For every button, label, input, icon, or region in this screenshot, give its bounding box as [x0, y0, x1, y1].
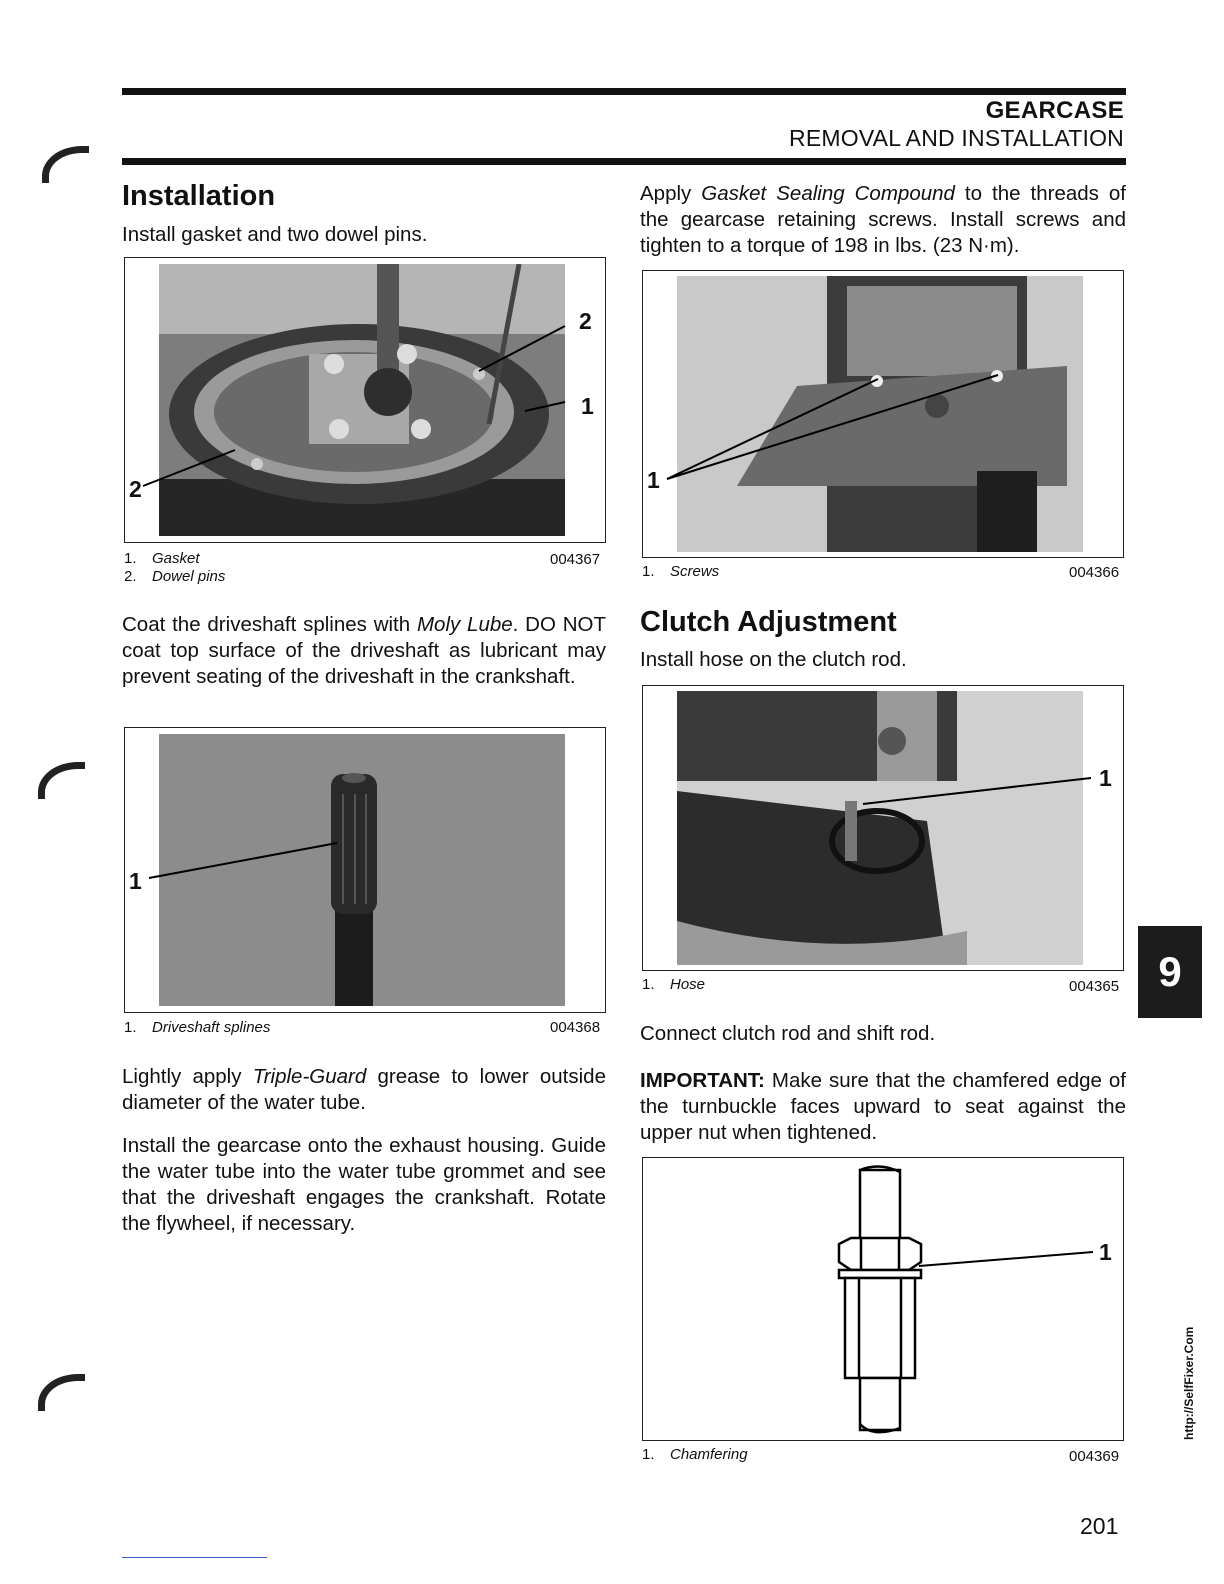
paragraph-connect-rods: Connect clutch rod and shift rod.	[640, 1022, 936, 1045]
punch-mark	[42, 146, 89, 183]
gasket-leader-lines	[125, 258, 605, 542]
figure-driveshaft	[124, 727, 606, 1013]
installation-heading: Installation	[122, 180, 276, 212]
callout-1: 1	[581, 393, 594, 419]
caption-chamfering: 1. Chamfering	[642, 1446, 748, 1463]
callout-1: 1	[1099, 1239, 1112, 1265]
header-rule-top	[122, 88, 1126, 95]
side-watermark-url: http://SelfFixer.Com	[1182, 1326, 1196, 1440]
section-title: GEARCASE	[985, 97, 1124, 124]
figure-chamfering	[642, 1157, 1124, 1441]
driveshaft-leader-line	[125, 728, 605, 1012]
footer-link-underline	[122, 1557, 267, 1558]
screws-leader-lines	[643, 271, 1123, 557]
chapter-tab: 9	[1138, 926, 1202, 1018]
clutch-intro: Install hose on the clutch rod.	[640, 648, 907, 671]
hose-leader-line	[643, 686, 1123, 970]
figure-number: 004367	[550, 551, 601, 568]
figure-number: 004369	[1069, 1448, 1120, 1465]
figure-number: 004365	[1069, 978, 1120, 995]
paragraph-moly-lube: Coat the driveshaft splines with Moly Lube. DO NOT coat top surface of the driveshaft as lubricant may prevent seating of the driveshaft in the crankshaft.	[122, 613, 606, 688]
figure-screws	[642, 270, 1124, 558]
turnbuckle-drawing	[643, 1158, 1123, 1440]
paragraph-install-gearcase: Install the gearcase onto the exhaust housing. Guide the water tube into the water tube grommet and see that the driveshaft engages the crankshaft. Rotate the flywheel, if necessary.	[122, 1134, 606, 1235]
figure-number: 004368	[550, 1019, 601, 1036]
header-rule-bottom	[122, 158, 1126, 165]
callout-1: 1	[647, 467, 660, 493]
figure-gasket	[124, 257, 606, 543]
callout-1: 1	[1099, 765, 1112, 791]
clutch-adjustment-heading: Clutch Adjustment	[640, 606, 897, 638]
figure-number: 004366	[1069, 564, 1120, 581]
caption-hose: 1. Hose	[642, 976, 706, 993]
punch-mark	[38, 1374, 85, 1411]
important-note: IMPORTANT: Make sure that the chamfered edge of the turnbuckle faces upward to seat against the upper nut when tightened.	[640, 1069, 1126, 1144]
caption-gasket: 1. Gasket	[124, 550, 200, 567]
callout-2-top: 2	[579, 308, 592, 334]
caption-screws: 1. Screws	[642, 563, 720, 580]
page-number: 201	[1080, 1513, 1119, 1539]
callout-2-left: 2	[129, 476, 142, 502]
figure-hose	[642, 685, 1124, 971]
punch-mark	[38, 762, 85, 799]
section-subtitle: REMOVAL AND INSTALLATION	[789, 125, 1124, 151]
paragraph-triple-guard: Lightly apply Triple-Guard grease to lower outside diameter of the water tube.	[122, 1065, 606, 1114]
caption-driveshaft-splines: 1. Driveshaft splines	[124, 1019, 271, 1036]
paragraph-gasket-sealing: Apply Gasket Sealing Compound to the threads of the gearcase retaining screws. Install screws and tighten to a torque of 198 in lbs. (23 N·m).	[640, 182, 1126, 257]
callout-1: 1	[129, 868, 142, 894]
caption-dowel-pins: 2. Dowel pins	[124, 568, 226, 585]
installation-intro: Install gasket and two dowel pins.	[122, 223, 428, 246]
